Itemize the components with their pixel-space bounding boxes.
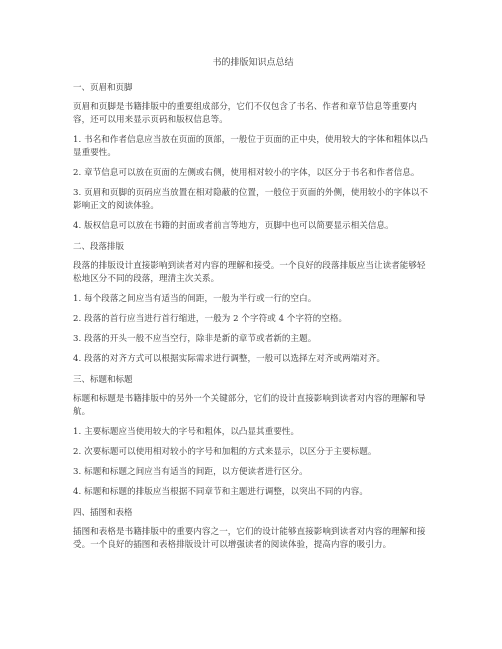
paragraph: 3. 标题和标题之间应当有适当的间距，以方便读者进行区分。 bbox=[73, 467, 308, 477]
paragraph: 段落的排版设计直接影响到读者对内容的理解和接受。一个良好的段落排版应当让读者能够轻松地区分不同的段落，理清主次关系。 bbox=[73, 261, 426, 284]
document-body bbox=[73, 57, 433, 559]
paragraph: 2. 章节信息可以放在页面的左侧或右侧，使用相对较小的字体，以区分于书名和作者信息。 bbox=[73, 168, 420, 178]
paragraph: 2. 段落的首行应当进行首行缩进，一般为 2 个字符或 4 个字符的空格。 bbox=[73, 314, 348, 324]
paragraph: 标题和标题是书籍排版中的另外一个关键部分，它们的设计直接影响到读者对内容的理解和导航。 bbox=[73, 394, 426, 417]
document-title: 书的排版知识点总结 bbox=[212, 58, 294, 68]
paragraph: 3. 段落的开头一般不应当空行，除非是新的章节或者新的主题。 bbox=[73, 334, 317, 344]
section-heading: 三、标题和标题 bbox=[73, 375, 133, 385]
paragraph: 1. 主要标题应当使用较大的字号和粗体，以凸显其重要性。 bbox=[73, 427, 300, 437]
paragraph: 4. 版权信息可以放在书籍的封面或者前言等地方，页脚中也可以简要显示相关信息。 bbox=[73, 221, 394, 231]
section-heading: 四、插图和表格 bbox=[73, 508, 133, 518]
section-heading: 二、段落排版 bbox=[73, 242, 125, 252]
paragraph: 页眉和页脚是书籍排版中的重要组成部分，它们不仅包含了书名、作者和章节信息等重要内容，还可以用来显示页码和版权信息等。 bbox=[73, 102, 418, 125]
paragraph: 3. 页眉和页脚的页码应当放置在相对隐蔽的位置，一般位于页面的外侧，使用较小的字体以不影响正文的阅读体验。 bbox=[73, 188, 429, 211]
section-heading: 一、页眉和页脚 bbox=[73, 83, 133, 93]
paragraph: 4. 标题和标题的排版应当根据不同章节和主题进行调整，以突出不同的内容。 bbox=[73, 487, 368, 497]
paragraph: 4. 段落的对齐方式可以根据实际需求进行调整，一般可以选择左对齐或两端对齐。 bbox=[73, 354, 386, 364]
paragraph: 1. 每个段落之间应当有适当的间距，一般为半行或一行的空白。 bbox=[73, 294, 317, 304]
paragraph: 1. 书名和作者信息应当放在页面的顶部，一般位于页面的正中央，使用较大的字体和粗体以凸显重要性。 bbox=[73, 135, 429, 158]
paragraph: 插图和表格是书籍排版中的重要内容之一，它们的设计能够直接影响到读者对内容的理解和接受。一个良好的插图和表格排版设计可以增强读者的阅读体验，提高内容的吸引力。 bbox=[73, 527, 426, 550]
paragraph: 2. 次要标题可以使用相对较小的字号和加粗的方式来显示，以区分于主要标题。 bbox=[73, 447, 377, 457]
